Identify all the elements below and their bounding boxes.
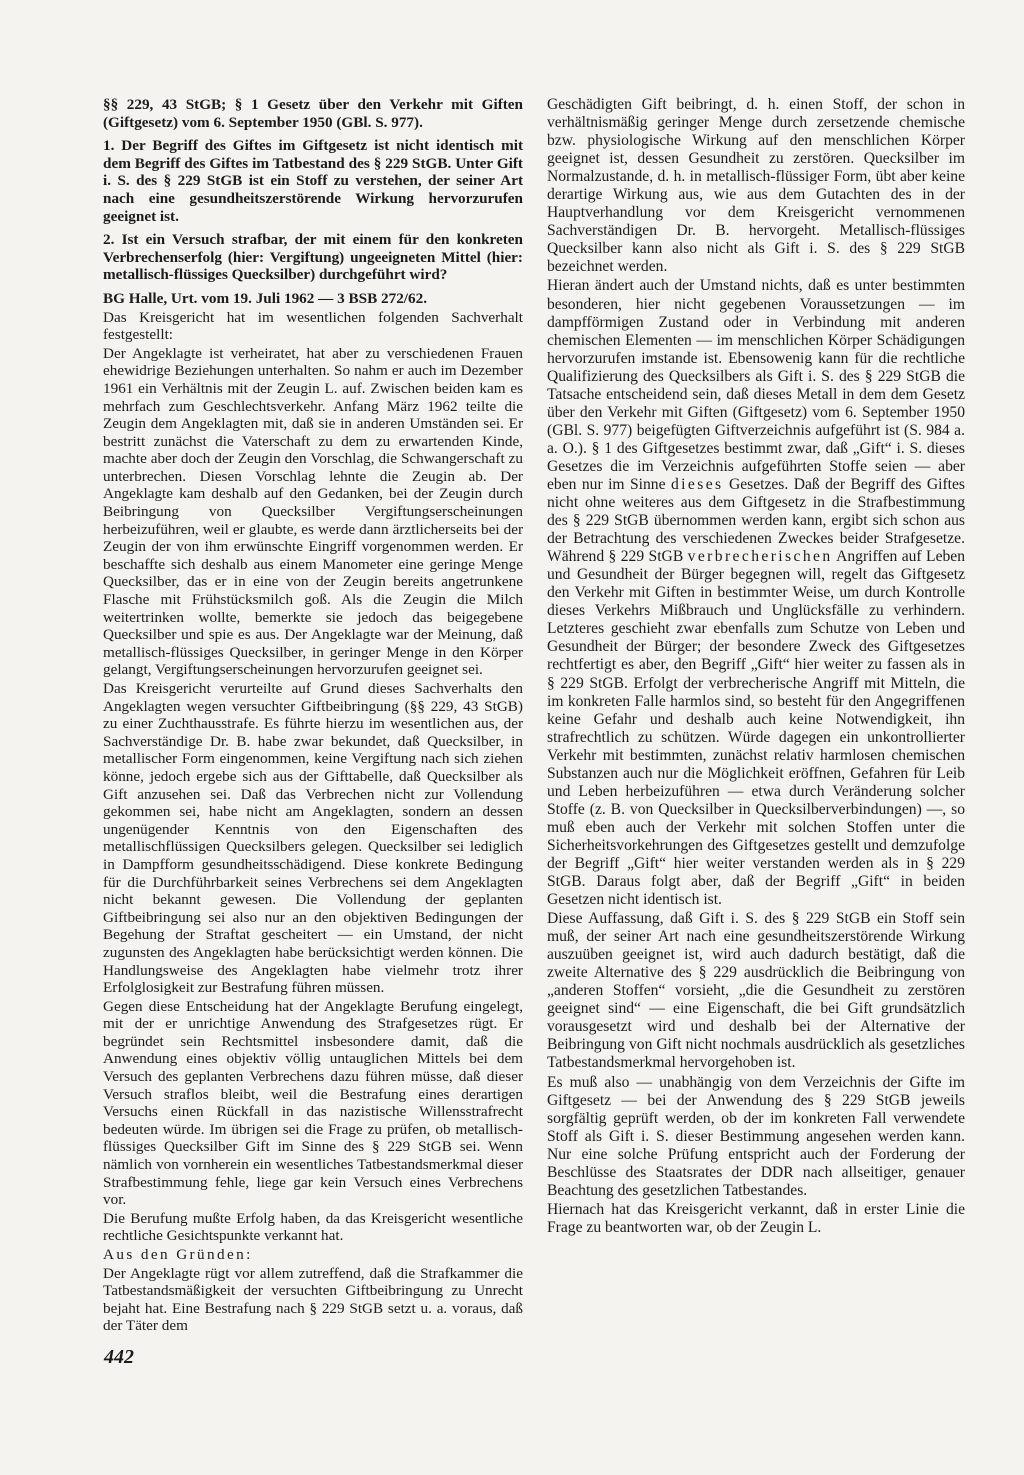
reasons-heading: Aus den Gründen:	[103, 1246, 253, 1263]
paragraph: Das Kreisgericht hat im wesentlichen folgenden Sachverhalt festgestellt:	[103, 308, 523, 344]
emphasis-spaced: verbrecherischen	[687, 548, 833, 566]
text-run: Gesetzes. Daß der Begriff des Giftes nicht ohne weiteres aus dem Giftgesetz in die Strafbestimmung des § 229 StGB übernommen werden kann, ergibt sich schon aus der Betrachtung des verschiedenen Zweckes beider Strafgesetze. Während § 229 StGB	[547, 475, 966, 566]
right-column	[547, 96, 965, 1237]
paragraph	[547, 277, 965, 909]
text-run: Hieran ändert auch der Umstand nichts, daß es unter bestimmten besonderen, hier nicht gegebenen Voraussetzungen — im dampfförmigen Zustand oder in Verbindung mit anderen chemischen Elementen — im menschlichen Körper Schädigungen hervorzurufen imstande ist. Ebensowenig kann für die rechtliche Qualifizierung des Quecksilbers als Gift i. S. des § 229 StGB die Tatsache entscheidend sein, daß dieses Metall in dem dem Gesetz über den Verkehr mit Giften (Giftgesetz) vom 6. September 1950 (GBl. S. 977) beigefügten Giftverzeichnis aufgeführt ist (S. 984 a. a. O.). § 1 des Giftgesetzes bestimmt zwar, daß „Gift“ i. S. dieses Gesetzes die im Verzeichnis aufgeführten Stoffe seien — aber eben nur im Sinne	[547, 277, 965, 493]
paragraph: Diese Auffassung, daß Gift i. S. des § 229 StGB ein Stoff sein muß, der seiner Art nach eine gesundheitszerstörende Wirkung auszuüben geeignet ist, wird auch dadurch bestätigt, daß die zweite Alternative des § 229 ausdrücklich die Beibringung von „anderen Stoffen“ vorsieht, „die die Gesundheit zu zerstören geeignet sind“ — eine Eigenschaft, die bei Gift grundsätzlich vorausgesetzt wird und deshalb bei der Alternative der Beibringung von Gift nicht nochmals ausdrücklich als gesetzliches Tatbestandsmerkmal hervorgehoben ist.	[547, 910, 965, 1072]
legal-citation: §§ 229, 43 StGB; § 1 Gesetz über den Verkehr mit Giften (Giftgesetz) vom 6. September 1950 (GBl. S. 977).	[103, 96, 523, 131]
headnote-1: 1. Der Begriff des Giftes im Giftgesetz ist nicht identisch mit dem Begriff des Giftes im Tatbestand des § 229 StGB. Unter Gift i. S. des § 229 StGB ist ein Stoff zu verstehen, der seiner Art nach eine gesundheitszerstörende Wirkung hervorzurufen geeignet ist.	[103, 137, 523, 225]
emphasis-spaced: dieses	[670, 475, 724, 493]
left-column	[103, 96, 523, 1335]
paragraph: Es muß also — unabhängig von dem Verzeichnis der Gifte im Giftgesetz — bei der Anwendung des § 229 StGB jeweils sorgfältig geprüft werden, ob der im konkreten Fall verwendete Stoff als Gift i. S. dieser Bestimmung angesehen werden kann. Nur eine solche Prüfung entspricht auch der Forderung der Beschlüsse des Staatsrates der DDR nach allseitiger, genauer Beachtung des gesetzlichen Tatbestandes.	[547, 1073, 965, 1199]
page-number: 442	[104, 1346, 134, 1368]
text-run: Angriffen auf Leben und Gesundheit der Bürger begegnen will, regelt das Giftgesetz den Verkehr mit Giften in bestimmter Weise, um durch Kontrolle dieses Verkehrs Mißbrauch und Unglücksfälle zu verhindern. Letzteres geschieht zwar ebenfalls zum Schutze von Leben und Gesundheit der Bürger; der besondere Zweck des Giftgesetzes rechtfertigt es aber, den Begriff „Gift“ hier weiter zu fassen als in § 229 StGB. Erfolgt der verbrecherische Angriff mit Mitteln, die im konkreten Falle harmlos sind, so besteht für den Angegriffenen keine Gefahr und deshalb auch keine Notwendigkeit, ihn strafrechtlich zu schützen. Würde dagegen ein unkontrollierter Verkehr mit bestimmten, zunächst relativ harmlosen chemischen Substanzen auch nur die Möglichkeit eröffnen, Gefahren für Leib und Leben herbeizuführen — etwa durch Veränderung solcher Stoffe (z. B. von Quecksilber in Quecksilberverbindungen) —, so muß eben auch der Verkehr mit solchen Stoffen unter die Sicherheitsvorkehrungen des Giftgesetzes gestellt und demzufolge der Begriff „Gift“ hier weiter verstanden werden als in § 229 StGB. Daraus folgt aber, daß der Begriff „Gift“ in beiden Gesetzen nicht identisch ist.	[547, 548, 965, 909]
paragraph: Gegen diese Entscheidung hat der Angeklagte Berufung eingelegt, mit der er unrichtige Anwendung des Strafgesetzes rügt. Er begründet sein Rechtsmittel insbesondere damit, daß die Anwendung eines objektiv völlig untauglichen Mittels bei dem Versuch des geplanten Verbrechens dazu führen müsse, daß dieser Versuch straflos bleibt, weil die Bestrafung eines derartigen Versuchs einen Rückfall in das nazistische Willensstrafrecht bedeuten würde. Im übrigen sei die Frage zu prüfen, ob metallisch-flüssiges Quecksilber Gift im Sinne des § 229 StGB sei. Wenn nämlich von vornherein ein wesentliches Tatbestandsmerkmal dieser Strafbestimmung fehle, liege gar kein Versuch eines Verbrechens vor.	[103, 997, 523, 1209]
paragraph: Hiernach hat das Kreisgericht verkannt, daß in erster Linie die Frage zu beantworten war, ob der Zeugin L.	[547, 1200, 965, 1236]
paragraph: Der Angeklagte rügt vor allem zutreffend, daß die Strafkammer die Tatbestandsmäßigkeit der versuchten Giftbeibringung zu Unrecht bejaht hat. Eine Bestrafung nach § 229 StGB setzt u. a. voraus, daß der Täter dem	[103, 1264, 523, 1335]
court-reference: BG Halle, Urt. vom 19. Juli 1962 — 3 BSB 272/62.	[103, 289, 428, 307]
paragraph: Die Berufung mußte Erfolg haben, da das Kreisgericht wesentliche rechtliche Gesichtspunkte verkannt hat.	[103, 1209, 523, 1245]
paragraph: Geschädigten Gift beibringt, d. h. einen Stoff, der schon in verhältnismäßig geringer Menge durch zersetzende chemische bzw. physiologische Wirkung auf den menschlichen Körper geeignet ist, dessen Gesundheit zu zerstören. Quecksilber im Normalzustande, d. h. in metallisch-flüssiger Form, übt aber keine derartige Wirkung aus, wie aus dem Gutachten des in der Hauptverhandlung vor dem Kreisgericht vernommenen Sachverständigen Dr. B. hervorgeht. Metallisch-flüssiges Quecksilber kann also nicht als Gift i. S. des § 229 StGB bezeichnet werden.	[547, 96, 965, 276]
headnote-2: 2. Ist ein Versuch strafbar, der mit einem für den konkreten Verbrechenserfolg (hier: Vergiftung) ungeeigneten Mittel (hier: metallisch-flüssiges Quecksilber) durchgeführt wird?	[103, 231, 523, 284]
paragraph: Der Angeklagte ist verheiratet, hat aber zu verschiedenen Frauen ehewidrige Beziehungen unterhalten. So nahm er auch im Dezember 1961 ein Verhältnis mit der Zeugin L. auf. Zwischen beiden kam es mehrfach zum Geschlechtsverkehr. Anfang März 1962 teilte die Zeugin dem Angeklagten mit, daß sie in anderen Umständen sei. Er bestritt zunächst die Vaterschaft zu dem zu erwartenden Kinde, machte aber doch der Zeugin den Vorschlag, die Schwangerschaft zu unterbrechen. Diesen Vorschlag lehnte die Zeugin ab. Der Angeklagte kam deshalb auf den Gedanken, bei der Zeugin durch Beibringung von Quecksilber Vergiftungserscheinungen herbeizuführen, weil er glaubte, es werde dann ärztlicherseits bei der Zeugin der von ihm erwünschte Eingriff vorgenommen werden. Er beschaffte sich deshalb aus einem Manometer eine geringe Menge Quecksilber, das er in eine von der Zeugin bereits angetrunkene Flasche mit Frühstücksmilch goß. Als die Zeugin die Milch weitertrinken wollte, bemerkte sie jedoch das beigegebene Quecksilber und spie es aus. Der Angeklagte war der Meinung, daß metallisch-flüssiges Quecksilber, in geringer Menge in den Körper gelangt, Vergiftungserscheinungen hervorzurufen geeignet sei.	[103, 344, 523, 679]
paragraph: Das Kreisgericht verurteilte auf Grund dieses Sachverhalts den Angeklagten wegen versuchter Giftbeibringung (§§ 229, 43 StGB) zu einer Zuchthausstrafe. Es führte hierzu im wesentlichen aus, der Sachverständige Dr. B. habe zwar bekundet, daß Quecksilber, in metallischer Form eingenommen, keine Vergiftung nach sich ziehen könne, jedoch ergebe sich aus der Gifttabelle, daß Quecksilber als Gift anzusehen sei. Daß das Verbrechen nicht zur Vollendung gekommen sei, habe nicht am Angeklagten, sondern an dessen ungenügender Kenntnis von den Eigenschaften des metallischflüssigen Quecksilbers gelegen. Quecksilber sei lediglich in Dampfform gesundheitsschädigend. Diese konkrete Bedingung für die Durchführbarkeit seines Verbrechens sei dem Angeklagten nicht bekannt gewesen. Die Vollendung der geplanten Giftbeibringung sei also nur an den objektiven Bedingungen der Begehung der Straftat gescheitert — ein Umstand, der nicht zugunsten des Angeklagten habe berücksichtigt werden können. Die Handlungsweise des Angeklagten habe vielmehr trotz ihrer Erfolglosigkeit zur Bestrafung führen müssen.	[103, 680, 523, 997]
